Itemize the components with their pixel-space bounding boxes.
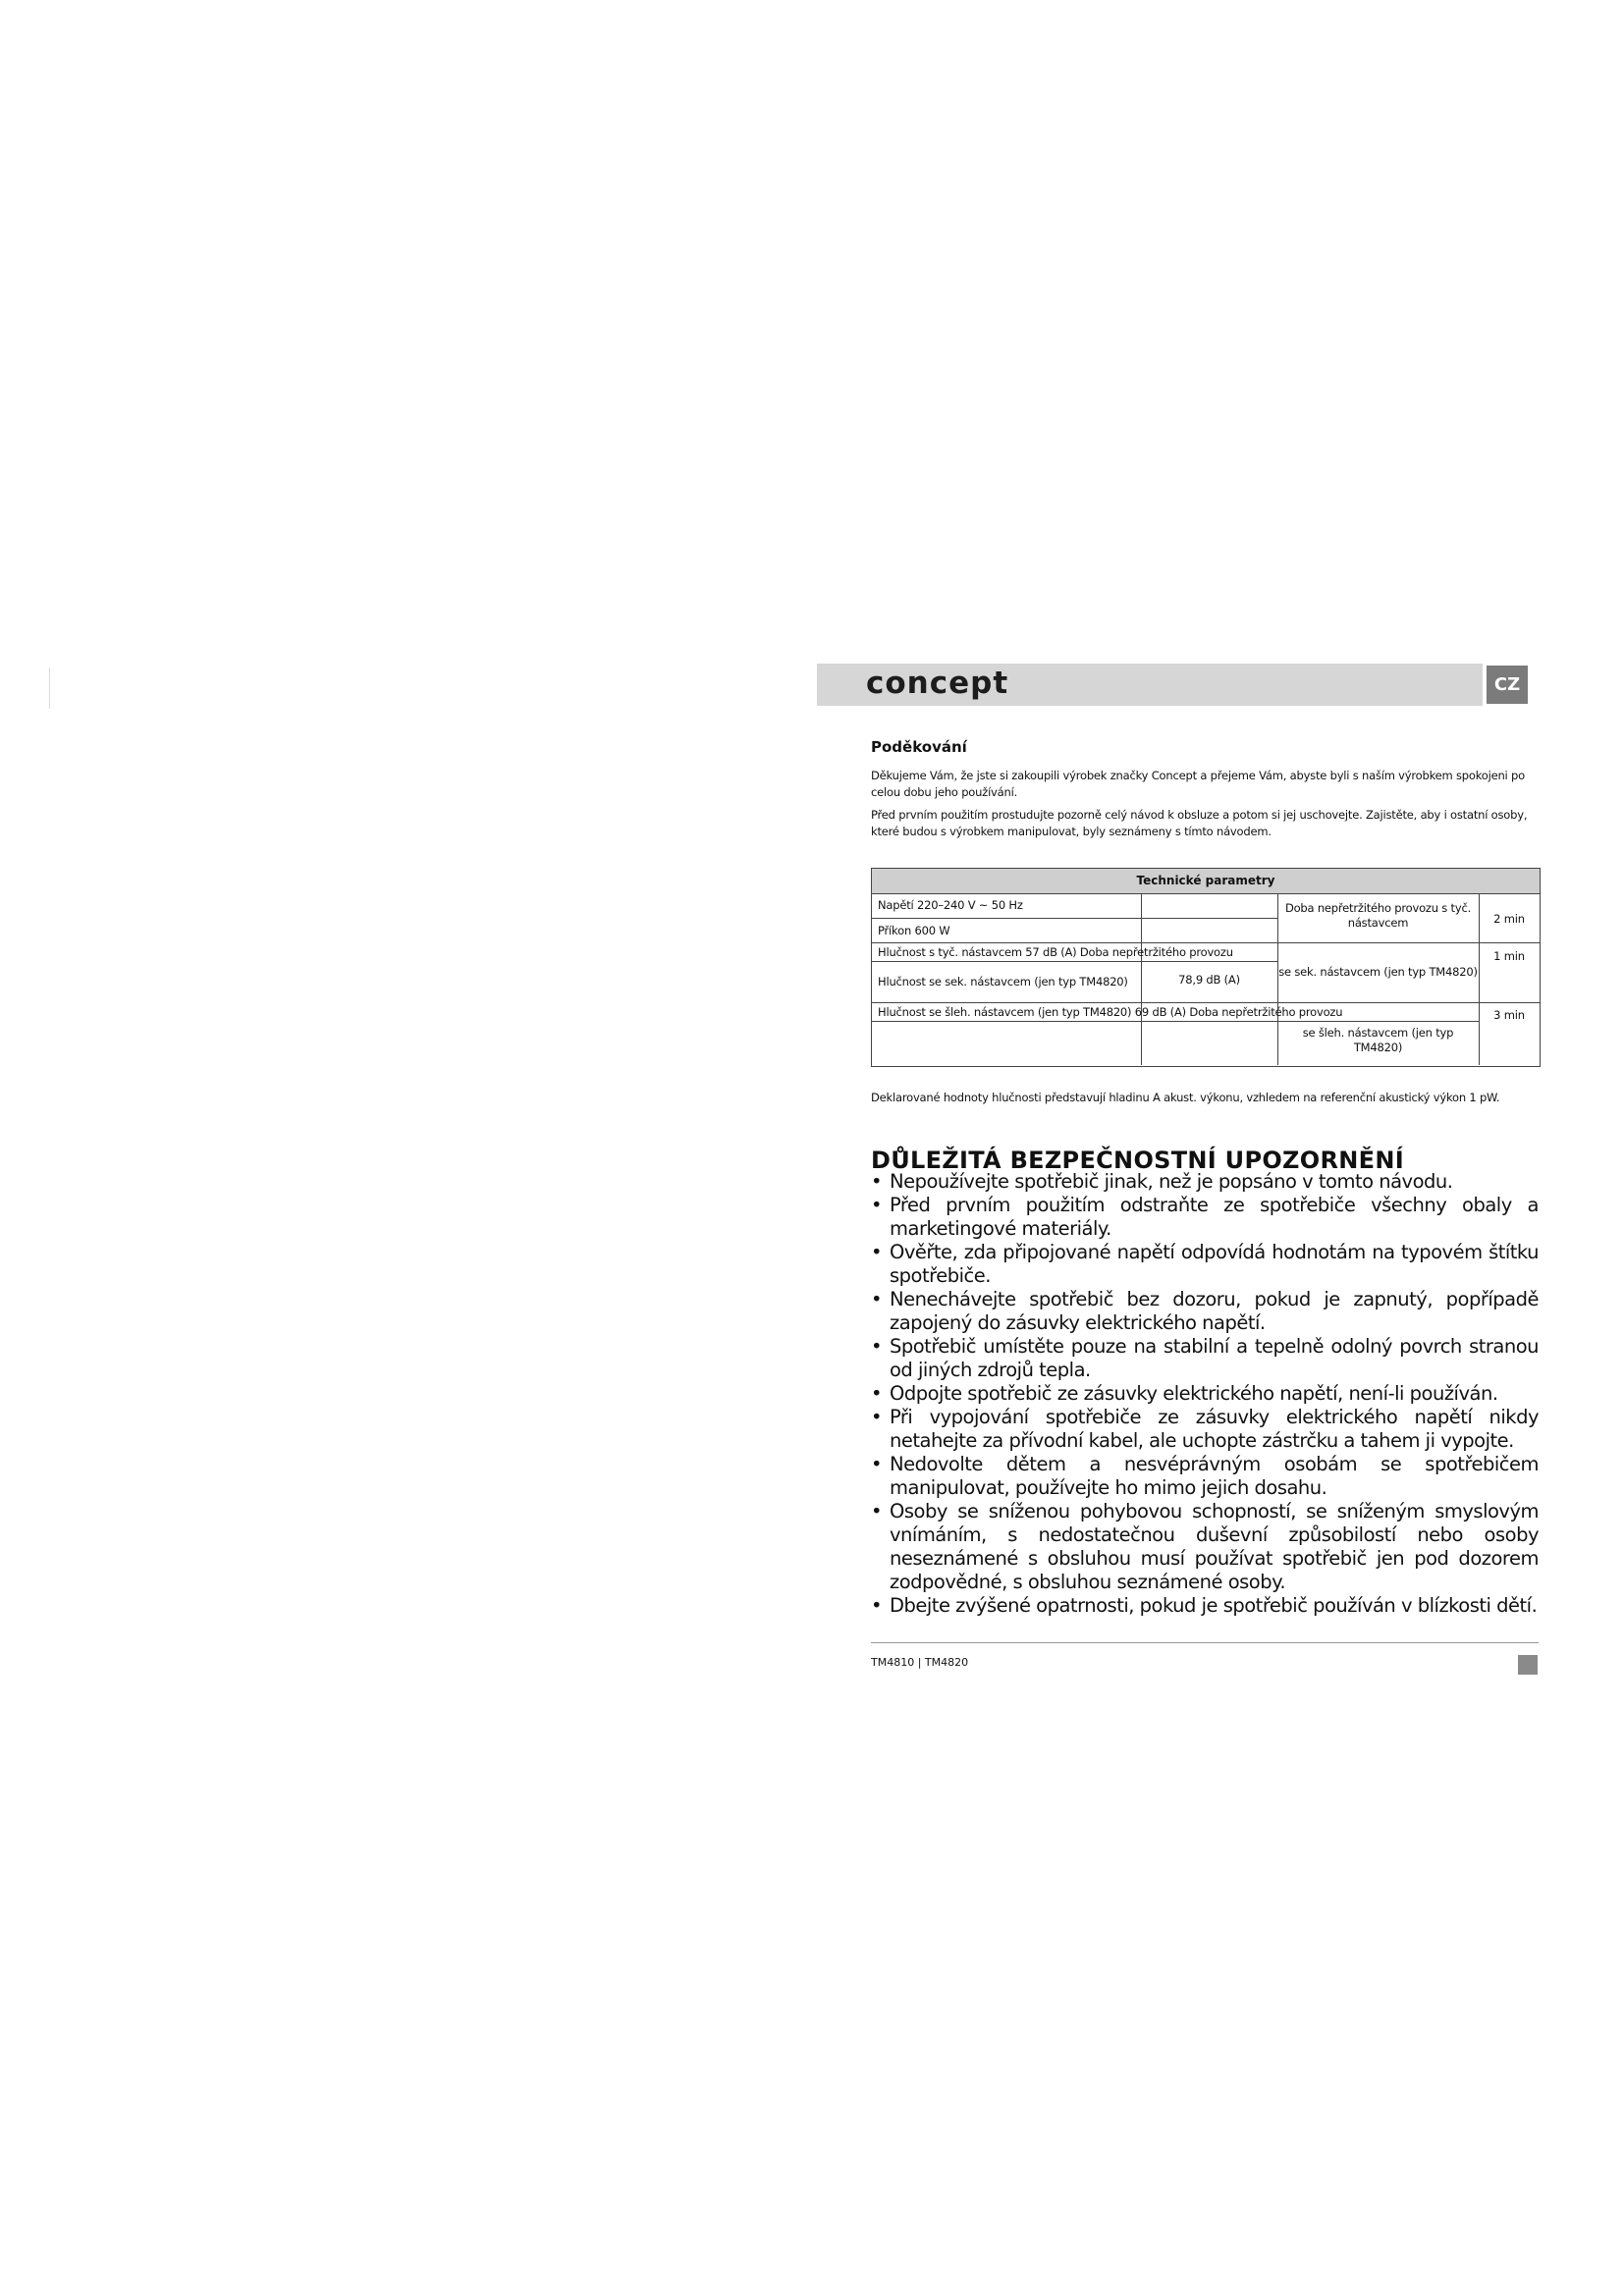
thanks-title: Poděkování xyxy=(871,738,967,756)
language-badge: CZ xyxy=(1487,666,1528,704)
op-rod-label-cell: Doba nepřetržitého provozu s tyč. nástavcem xyxy=(1284,901,1472,930)
thanks-section xyxy=(871,738,1539,846)
op-sec-label-cell: se sek. nástavcem (jen typ TM4820) xyxy=(1278,965,1478,979)
table-row-line xyxy=(872,1021,1479,1022)
safety-item-text: Nepoužívejte spotřebič jinak, než je popsáno v tomto návodu. xyxy=(890,1170,1453,1193)
safety-item-text: Před prvním použitím odstraňte ze spotřebiče všechny obaly a marketingové materiály. xyxy=(890,1194,1539,1240)
table-row-line xyxy=(872,918,1277,919)
bullet-icon: • xyxy=(871,1288,883,1310)
op-rod-value-cell: 2 min xyxy=(1493,912,1525,926)
list-item xyxy=(871,1241,1539,1288)
op-whisk-label-cell: se šleh. nástavcem (jen typ TM4820) xyxy=(1302,1026,1454,1054)
safety-item-text: Ověřte, zda připojované napětí odpovídá hodnotám na typovém štítku spotřebiče. xyxy=(890,1241,1539,1287)
noise-sec-label-cell: Hlučnost se sek. nástavcem (jen typ TM4820) xyxy=(878,975,1128,988)
list-item xyxy=(871,1335,1539,1382)
tech-params-table xyxy=(871,868,1541,1067)
noise-sec-value-cell: 78,9 dB (A) xyxy=(1178,973,1240,987)
footer-divider xyxy=(871,1642,1539,1643)
footer-model: TM4810 | TM4820 xyxy=(871,1656,969,1669)
tech-params-title: Technické parametry xyxy=(872,869,1540,894)
list-item xyxy=(871,1288,1539,1335)
bullet-icon: • xyxy=(871,1594,883,1617)
bullet-icon: • xyxy=(871,1500,883,1522)
table-row-line xyxy=(872,1002,1540,1003)
safety-item-text: Spotřebič umístěte pouze na stabilní a tepelně odolný povrch stranou od jiných zdrojů tepla. xyxy=(890,1335,1539,1381)
page-marker-square xyxy=(1518,1655,1538,1675)
safety-item-text: Odpojte spotřebič ze zásuvky elektrického napětí, není-li používán. xyxy=(890,1382,1498,1405)
bullet-icon: • xyxy=(871,1453,883,1475)
list-item xyxy=(871,1500,1539,1594)
power-cell: Příkon 600 W xyxy=(878,924,950,937)
brand-logo: concept xyxy=(866,666,1009,701)
noise-whisk-cell: Hlučnost se šleh. nástavcem (jen typ TM4820) 69 dB (A) Doba nepřetržitého provozu xyxy=(878,1005,1343,1019)
list-item xyxy=(871,1382,1539,1406)
op-whisk-value-cell: 3 min xyxy=(1493,1008,1525,1022)
table-row-line xyxy=(872,961,1277,962)
thanks-paragraph: Před prvním použitím prostudujte pozorně celý návod k obsluze a potom si jej uschovejte. Zajistěte, aby i ostatní osoby, které budou s výrobkem manipulovat, byly seznámeny s tímto návodem. xyxy=(871,808,1528,838)
header-bar xyxy=(817,664,1521,706)
op-sec-value-cell: 1 min xyxy=(1493,949,1525,963)
safety-item-text: Nenechávejte spotřebič bez dozoru, pokud je zapnutý, popřípadě zapojený do zásuvky elektrického napětí. xyxy=(890,1288,1539,1334)
declared-noise-note: Deklarované hodnoty hlučnosti představují hladinu A akust. výkonu, vzhledem na referenční akustický výkon 1 pW. xyxy=(871,1091,1500,1104)
bullet-icon: • xyxy=(871,1406,883,1428)
safety-item-text: Při vypojování spotřebiče ze zásuvky elektrického napětí nikdy netahejte za přívodní kabel, ale uchopte zástrčku a tahem ji vypojte. xyxy=(890,1406,1539,1452)
noise-rod-cell: Hlučnost s tyč. nástavcem 57 dB (A) Doba nepřetržitého provozu xyxy=(878,945,1233,959)
safety-item-text: Osoby se sníženou pohybovou schopností, se sníženým smyslovým vnímáním, s nedostatečnou duševní způsobilostí nebo osoby neseznámené s obsluhou musí používat spotřebič jen pod dozorem zodpovědné, s obsluhou seznámené osoby. xyxy=(890,1500,1539,1593)
list-item xyxy=(871,1594,1539,1618)
bullet-icon: • xyxy=(871,1335,883,1358)
bullet-icon: • xyxy=(871,1170,883,1193)
list-item xyxy=(871,1170,1539,1194)
list-item xyxy=(871,1406,1539,1453)
list-item xyxy=(871,1194,1539,1241)
safety-title: DŮLEŽITÁ BEZPEČNOSTNÍ UPOZORNĚNÍ xyxy=(871,1147,1404,1175)
safety-list xyxy=(871,1170,1539,1618)
list-item xyxy=(871,1453,1539,1500)
page-edge-mark xyxy=(49,667,50,709)
voltage-cell: Napětí 220–240 V ~ 50 Hz xyxy=(878,898,1023,912)
table-row-line xyxy=(872,942,1540,943)
bullet-icon: • xyxy=(871,1382,883,1405)
safety-item-text: Nedovolte dětem a nesvéprávným osobám se spotřebičem manipulovat, používejte ho mimo jejich dosahu. xyxy=(890,1453,1539,1499)
bullet-icon: • xyxy=(871,1241,883,1263)
safety-item-text: Dbejte zvýšené opatrnosti, pokud je spotřebič používán v blízkosti dětí. xyxy=(890,1594,1538,1617)
bullet-icon: • xyxy=(871,1194,883,1216)
thanks-paragraph: Děkujeme Vám, že jste si zakoupili výrobek značky Concept a přejeme Vám, abyste byli s naším výrobkem spokojeni po celou dobu jeho používání. xyxy=(871,769,1525,799)
